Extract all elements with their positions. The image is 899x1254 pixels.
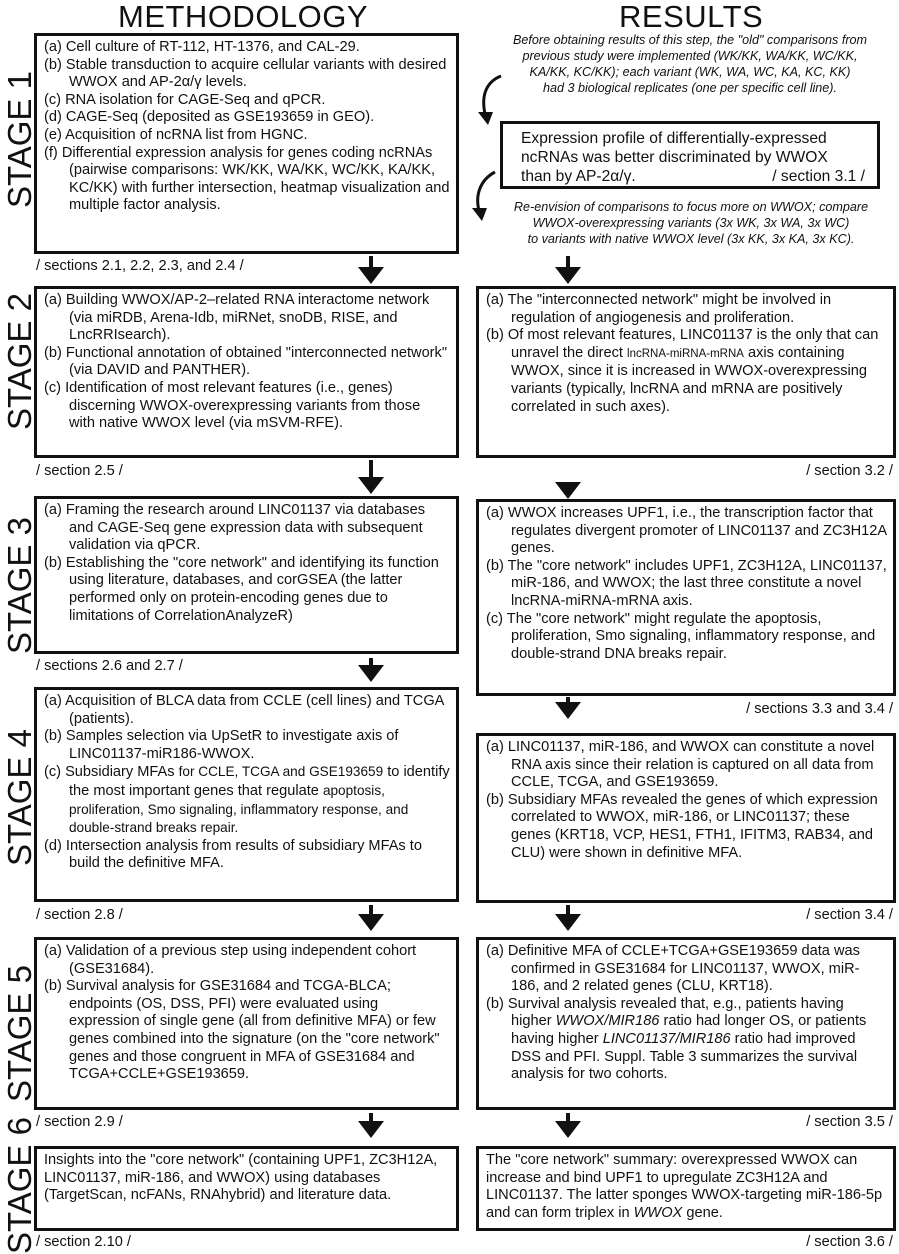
s2m-a: (a) Building WWOX/AP-2–related RNA interactome network (via miRDB, Arena-Idb, miRNet, snoDB, RISE, and LncRRIsearch). <box>44 292 430 344</box>
curved-arrow-1-head <box>478 112 493 125</box>
stage-4-results-box <box>476 733 896 903</box>
stage-5-label: STAGE 5 <box>1 965 38 1102</box>
s4m-c-part4: apoptosis, proliferation, Smo signaling, inflammatory response, and double-strand breaks repair. <box>69 782 409 836</box>
s4m-a: (a) Acquisition of BLCA data from CCLE (cell lines) and TCGA (patients). <box>44 693 444 727</box>
s5r-b-part1: (b) Survival analysis revealed that, e.g., patients having higher <box>486 995 844 1030</box>
s1m-f: (f) Differential expression analysis for genes coding ncRNAs (pairwise comparisons: WK/KK, WA/KK, WC/KK, KA/KK, KC/KK) with further intersection, heatmap visualization and multiple factor analysis. <box>44 144 450 214</box>
s1r-line-1: Expression profile of differentially-expressed <box>521 130 827 147</box>
note-line: previous study were implemented (WK/KK, WA/KK, WC/KK, <box>522 49 858 63</box>
s1m-e: (e) Acquisition of ncRNA list from HGNC. <box>44 126 308 143</box>
s3r-section: / sections 3.3 and 3.4 / <box>746 701 893 717</box>
s5m-a: (a) Validation of a previous step using independent cohort (GSE31684). <box>44 943 417 977</box>
stage-2-label: STAGE 2 <box>1 293 38 430</box>
s4m-section: / section 2.8 / <box>36 907 123 923</box>
s1m-c: (c) RNA isolation for CAGE-Seq and qPCR. <box>44 91 326 108</box>
curved-arrow-1 <box>484 76 501 118</box>
stage-1-label: STAGE 1 <box>1 71 38 208</box>
s1r-note-bottom <box>486 199 896 247</box>
s1m-section: / sections 2.1, 2.2, 2.3, and 2.4 / <box>36 258 244 274</box>
methodology-header: METHODOLOGY <box>118 0 369 34</box>
s5r-b-part5: ratio had improved DSS and PFI. Suppl. Table 3 summarizes the survival analysis for two cohorts. <box>511 1030 858 1083</box>
s3m-b: (b) Establishing the "core network" and identifying its function using literature, databases, and corGSEA (the latter performed only on protein-encoding genes due to limitations of CorrelationAnalyzeR) <box>44 554 439 624</box>
s3r-a: (a) WWOX increases UPF1, i.e., the transcription factor that regulates divergent promoter of LINC01137 and ZC3H12A genes. <box>486 505 887 557</box>
s5r-section: / section 3.5 / <box>806 1114 893 1130</box>
s2r-b-part3: axis containing WWOX, since it is increased in WWOX-overexpressing variants (typically, lncRNA and mRNA are positively correlated in such axes). <box>511 344 868 415</box>
stage-6-results-box <box>476 1146 896 1231</box>
s2r-section: / section 3.2 / <box>806 463 893 479</box>
stage-2-methodology-box <box>34 286 459 458</box>
s5r-b <box>486 996 887 1084</box>
s1r-line-2: ncRNAs was better discriminated by WWOX <box>521 149 828 166</box>
s1r-section: / section 3.1 / <box>772 168 865 185</box>
s5r-b-part4: LINC01137/MIR186 <box>602 1030 731 1047</box>
stage-5-results-box <box>476 937 896 1110</box>
s2r-b-part2: lncRNA-miRNA-mRNA <box>627 347 744 360</box>
s3r-c: (c) The "core network" might regulate the apoptosis, proliferation, Smo signaling, inflammatory response, and double-strand DNA breaks repair. <box>486 610 876 662</box>
s2m-c: (c) Identification of most relevant features (i.e., genes) discerning WWOX-overexpressing variants from those with native WWOX level (via mSVM-RFE). <box>44 379 421 432</box>
s3m-section: / sections 2.6 and 2.7 / <box>36 658 183 674</box>
s2m-b: (b) Functional annotation of obtained "interconnected network" (via DAVID and PANTHER). <box>44 344 448 379</box>
stage-6-methodology-box <box>34 1146 459 1231</box>
s2r-b-part1: (b) Of most relevant features, LINC01137 is the only that can unravel the direct <box>486 327 879 361</box>
stage-1-results-box <box>500 121 880 189</box>
s5r-a: (a) Definitive MFA of CCLE+TCGA+GSE193659 data was confirmed in GSE31684 for LINC01137, WWOX, miR-186, and 2 related genes (CLU, KRT18). <box>486 943 860 995</box>
s6m-text: Insights into the "core network" (containing UPF1, ZC3H12A, LINC01137, miR-186, and WWOX) using databases (TargetScan, ncFANs, RNAhybrid) and literature data. <box>44 1152 438 1204</box>
s3m-a: (a) Framing the research around LINC01137 via databases and CAGE-Seq gene expression data with subsequent validation via qPCR. <box>44 502 425 554</box>
s1r-line-3: than by AP-2α/γ. <box>521 168 636 185</box>
s1m-d: (d) CAGE-Seq (deposited as GSE193659 in GEO). <box>44 109 375 126</box>
stage-6-label: STAGE 6 <box>1 1117 38 1254</box>
note-line: KA/KK, KC/KK); each variant (WK, WA, WC, KA, KC, KK) <box>529 65 851 79</box>
stage-3-methodology-box <box>34 496 459 654</box>
s5r-b-part3: ratio had longer OS, or patients having higher <box>511 1013 867 1047</box>
s4r-section: / section 3.4 / <box>806 907 893 923</box>
stage-3-label: STAGE 3 <box>1 517 38 654</box>
s3r-b: (b) The "core network" includes UPF1, ZC3H12A, LINC01137, miR-186, and WWOX; the last three constitute a novel lncRNA-miRNA-mRNA axis. <box>486 557 887 609</box>
note-line: had 3 biological replicates (one per specific cell line). <box>542 81 837 95</box>
s4m-c-part2: for CCLE, TCGA and GSE193659 <box>178 764 384 780</box>
note-line: WWOX-overexpressing variants (3x WK, 3x WA, 3x WC) <box>532 216 850 230</box>
s1r-line-3-row <box>521 167 869 186</box>
note-line: Re-envision of comparisons to focus more on WWOX; compare <box>513 200 869 214</box>
stage-4-methodology-box <box>34 687 459 902</box>
s1m-a: (a) Cell culture of RT-112, HT-1376, and CAL-29. <box>44 39 360 55</box>
s6r-text <box>486 1152 887 1222</box>
s4m-b: (b) Samples selection via UpSetR to investigate axis of LINC01137-miR186-WWOX. <box>44 728 399 762</box>
s5m-b: (b) Survival analysis for GSE31684 and TCGA-BLCA; endpoints (OS, DSS, PFI) were evaluated using expression of single gene (all from definitive MFA) or few genes combined into the signature (on the "core network" genes and those congruent in MFA of GSE31684 and TCGA+CCLE+GSE193659. <box>44 978 440 1083</box>
s6r-part1: The "core network" summary: overexpressed WWOX can increase and bind UPF1 to upregulate ZC3H12A and LINC01137. The latter sponges WWOX-targeting miR-186-5p and can form triplex in <box>486 1152 883 1221</box>
note-line: Before obtaining results of this step, the "old" comparisons from <box>512 33 868 47</box>
s5m-section: / section 2.9 / <box>36 1114 123 1130</box>
s6m-section: / section 2.10 / <box>36 1234 131 1250</box>
s4m-c-part1: (c) Subsidiary MFAs <box>44 764 175 781</box>
s6r-part3: gene. <box>686 1204 723 1221</box>
stage-4-label: STAGE 4 <box>1 729 38 866</box>
s4m-c-part3: to identify the most important genes that regulate <box>69 764 450 799</box>
s4m-d: (d) Intersection analysis from results of subsidiary MFAs to build the definitive MFA. <box>44 837 422 872</box>
s2m-section: / section 2.5 / <box>36 463 123 479</box>
s4m-c <box>44 763 450 837</box>
note-line: to variants with native WWOX level (3x KK, 3x KA, 3x KC). <box>527 232 855 246</box>
s4r-a: (a) LINC01137, miR-186, and WWOX can constitute a novel RNA axis since their relation is captured on all data from CCLE, TCGA, and GSE193659. <box>486 739 875 791</box>
s5r-b-part2: WWOX/MIR186 <box>555 1013 660 1030</box>
s4r-b: (b) Subsidiary MFAs revealed the genes of which expression correlated to WWOX, miR-186, or LINC01137; these genes (KRT18, VCP, HES1, FTH1, IFITM3, RAB34, and CLU) were shown in definitive MFA. <box>486 791 878 861</box>
s6r-section: / section 3.6 / <box>806 1234 893 1250</box>
s1m-b: (b) Stable transduction to acquire cellular variants with desired WWOX and AP-2α/γ levels. <box>44 56 447 91</box>
stage-2-results-box <box>476 286 896 458</box>
s6r-part2: WWOX <box>633 1204 683 1221</box>
results-header: RESULTS <box>619 0 764 34</box>
curved-arrow-2-head <box>472 208 487 221</box>
stage-5-methodology-box <box>34 937 459 1110</box>
stage-3-results-box <box>476 499 896 696</box>
s2r-b <box>486 327 887 416</box>
s2r-a: (a) The "interconnected network" might be involved in regulation of angiogenesis and proliferation. <box>486 292 832 326</box>
